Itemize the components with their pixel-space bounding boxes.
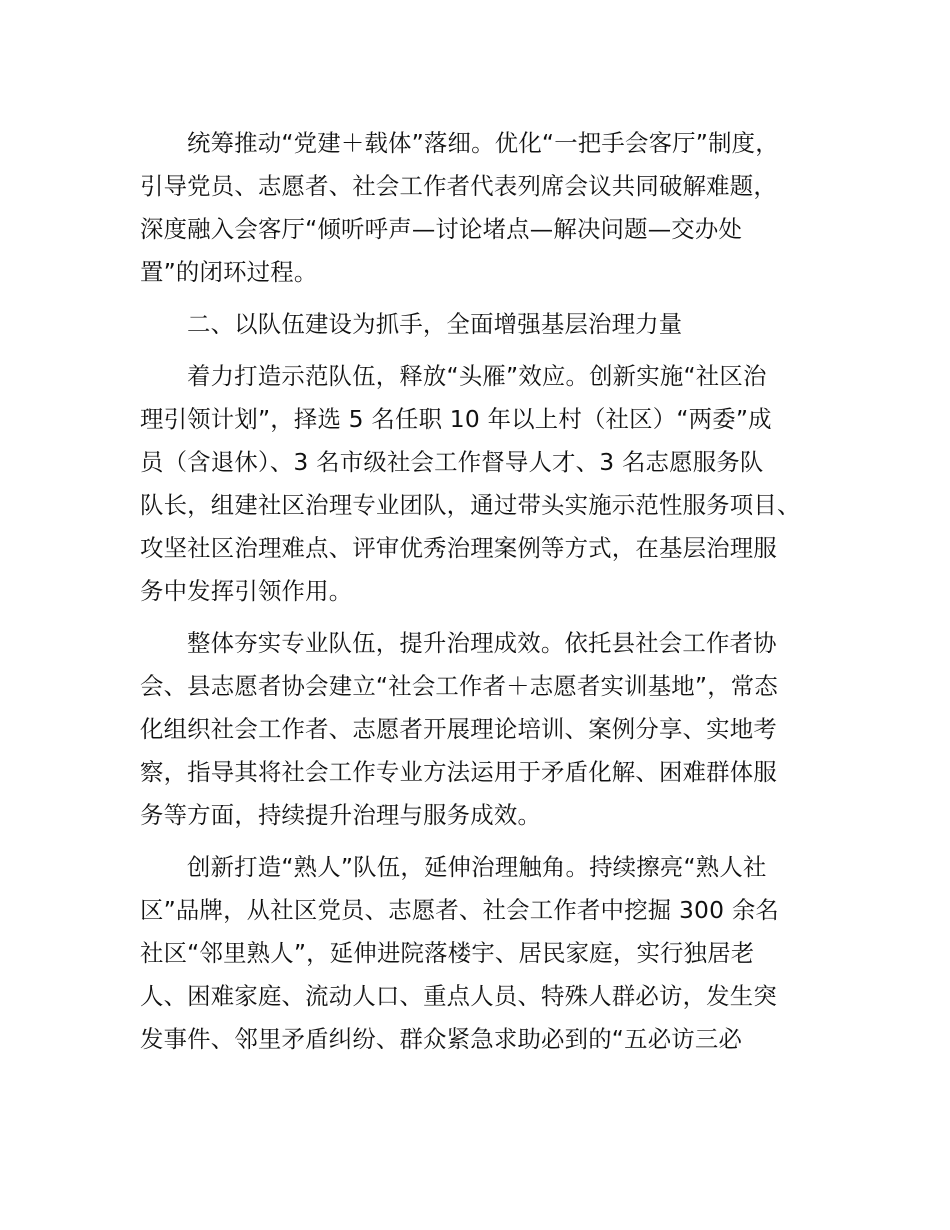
text-line: 人、困难家庭、流动人口、重点人员、特殊人群必访，发生突 xyxy=(140,982,777,1010)
text-line: 会、县志愿者协会建立“社会工作者＋志愿者实训基地”，常态 xyxy=(140,672,778,700)
document-page xyxy=(140,122,824,1070)
heading-text: 二、以队伍建设为抓手，全面增强基层治理力量 xyxy=(187,310,683,338)
text-line: 攻坚社区治理难点、评审优秀治理案例等方式，在基层治理服 xyxy=(140,534,777,562)
text-line: 队长，组建社区治理专业团队，通过带头实施示范性服务项目、 xyxy=(140,491,801,519)
paragraph-party-building-carrier xyxy=(140,122,824,294)
text-line: 务中发挥引领作用。 xyxy=(140,577,353,605)
text-line: 整体夯实专业队伍，提升治理成效。依托县社会工作者协 xyxy=(187,629,777,657)
text-line: 引导党员、志愿者、社会工作者代表列席会议共同破解难题， xyxy=(140,172,777,200)
text-line: 化组织社会工作者、志愿者开展理论培训、案例分享、实地考 xyxy=(140,715,777,743)
text-line: 务等方面，持续提升治理与服务成效。 xyxy=(140,801,542,829)
text-line: 发事件、邻里矛盾纠纷、群众紧急求助必到的“五必访三必 xyxy=(140,1025,743,1053)
paragraph-professional-team xyxy=(140,622,824,837)
text-line: 员（含退休）、3 名市级社会工作督导人才、3 名志愿服务队 xyxy=(140,448,764,476)
text-line: 社区“邻里熟人”，延伸进院落楼宇、居民家庭，实行独居老 xyxy=(140,939,755,967)
section-heading xyxy=(140,303,824,346)
paragraph-acquaintance-team xyxy=(140,846,824,1061)
text-line: 理引领计划”，择选 5 名任职 10 年以上村（社区）“两委”成 xyxy=(140,405,772,433)
text-line: 深度融入会客厅“倾听呼声—讨论堵点—解决问题—交办处 xyxy=(140,215,743,243)
paragraph-demonstration-team xyxy=(140,355,824,613)
text-line: 创新打造“熟人”队伍，延伸治理触角。持续擦亮“熟人社 xyxy=(187,853,767,881)
text-line: 察，指导其将社会工作专业方法运用于矛盾化解、困难群体服 xyxy=(140,758,777,786)
text-line: 统筹推动“党建＋载体”落细。优化“一把手会客厅”制度， xyxy=(187,129,779,157)
text-line: 置”的闭环过程。 xyxy=(140,258,318,286)
text-line: 区”品牌，从社区党员、志愿者、社会工作者中挖掘 300 余名 xyxy=(140,896,780,924)
text-line: 着力打造示范队伍，释放“头雁”效应。创新实施“社区治 xyxy=(187,362,767,390)
